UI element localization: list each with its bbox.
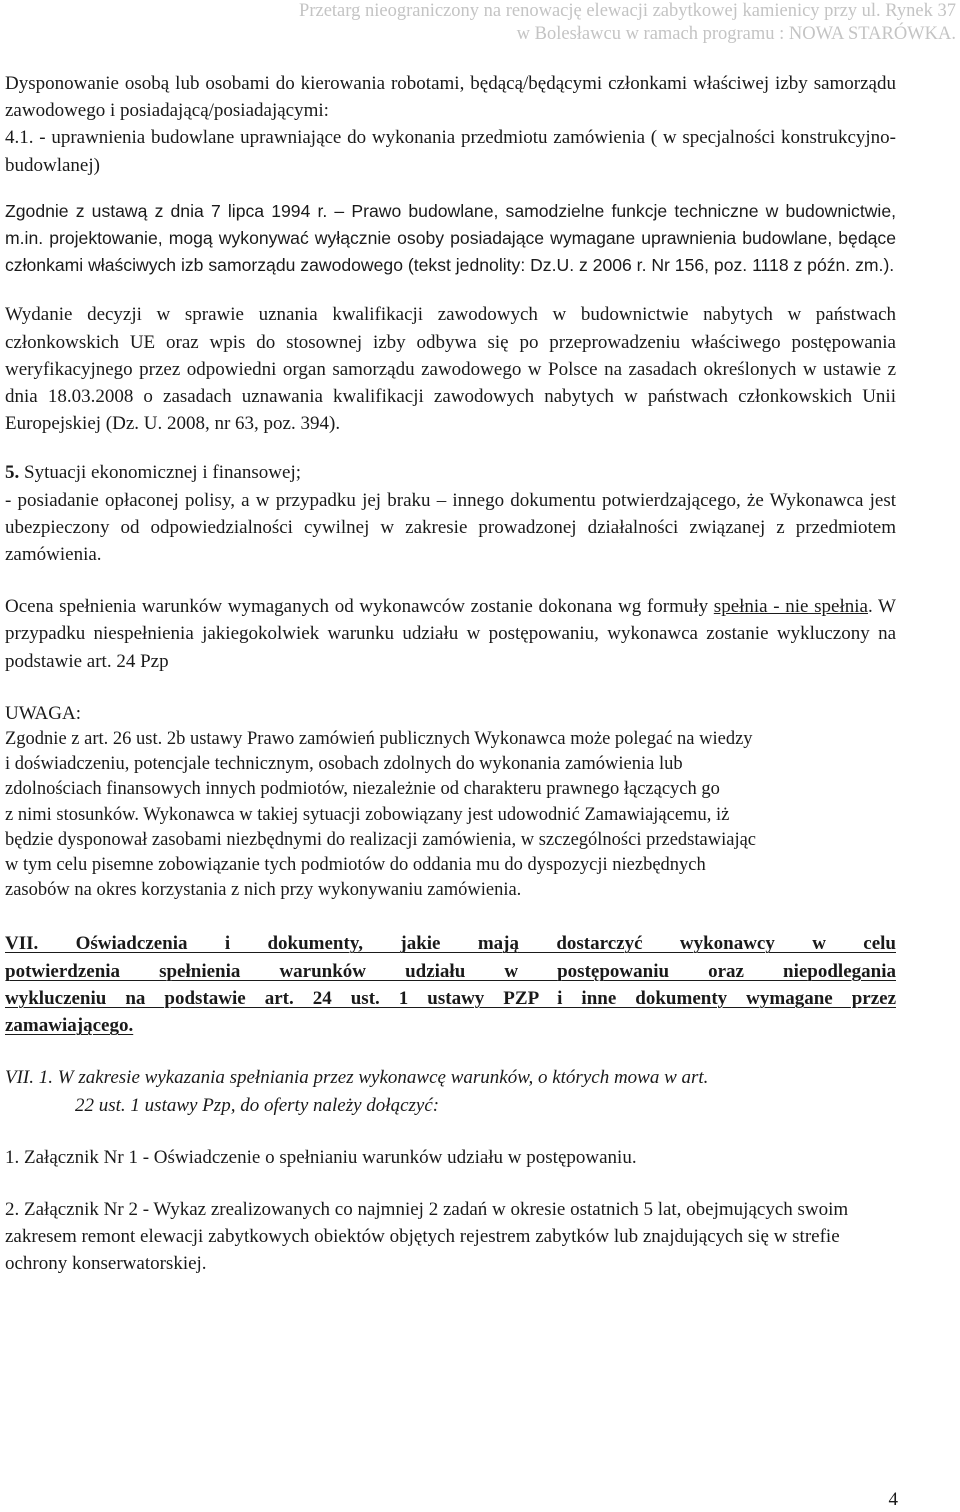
- attachment-1-item: 1. Załącznik Nr 1 - Oświadczenie o spełnianiu warunków udziału w postępowaniu.: [5, 1146, 637, 1168]
- section7-1-line-2: 22 ust. 1 ustawy Pzp, do oferty należy dołączyć:: [75, 1094, 440, 1116]
- attachment-2-item: 2. Załącznik Nr 2 - Wykaz zrealizowanych co najmniej 2 zadań w okresie ostatnich 5 lat, obejmujących swoim zakresem remont elewacji zabytkowych obiektów objętych rejestrem zabytków lub znajdujących się w strefie ochrony konserwatorskiej.: [5, 1198, 849, 1275]
- header-line-1: Przetarg nieograniczony na renowację elewacji zabytkowej kamienicy przy ul. Rynek 37: [299, 1, 956, 21]
- uwaga-line: i doświadczeniu, potencjale technicznym, osobach zdolnych do wykonania zamówienia lub: [5, 754, 683, 775]
- uwaga-line: z nimi stosunków. Wykonawca w takiej sytuacji zobowiązany jest udowodnić Zamawiającemu, iż: [5, 804, 730, 825]
- section5-heading: [5, 459, 896, 486]
- section7-1-line-1: VII. 1. W zakresie wykazania spełniania przez wykonawcę warunków, o których mowa w art.: [5, 1067, 709, 1089]
- building-law-note: Zgodnie z ustawą z dnia 7 lipca 1994 r. – Prawo budowlane, samodzielne funkcje techniczne w budownictwie, m.in. projektowanie, mogą wykonywać wyłącznie osoby posiadające wymagane uprawnienia budowlane, będące członkami właściwych izb samorządu zawodowego (tekst jednolity: Dz.U. z 2006 r. Nr 156, poz. 1118 z późn. zm.).: [5, 200, 896, 276]
- eu-qualifications-note: Wydanie decyzji w sprawie uznania kwalifikacji zawodowych w budownictwie nabytych w państwach członkowskich UE oraz wpis do stosownej izby odbywa się po przeprowadzeniu właściwego postępowania weryfikacyjnego przez odpowiedni organ samorządu zawodowego w Polsce na zasadach określonych w ustawie z dnia 18.03.2008 o zasadach uznawania kwalifikacji zawodowych nabytych w państwach członkowskich Unii Europejskiej (Dz. U. 2008, nr 63, poz. 394).: [5, 304, 896, 435]
- uwaga-line: zasobów na okres korzystania z nich przy wykonywaniu zamówienia.: [5, 880, 522, 901]
- assessment-text-before: Ocena spełnienia warunków wymaganych od wykonawców zostanie dokonana wg formuły: [5, 596, 714, 618]
- assessment-formula: spełnia - nie spełnia: [713, 596, 868, 618]
- section7-heading-line: VII. Oświadczenia i dokumenty, jakie mają dostarczyć wykonawcy w celu: [5, 933, 896, 955]
- uwaga-label: UWAGA:: [5, 702, 81, 724]
- uwaga-block: [5, 727, 896, 903]
- page-header: [299, 0, 956, 46]
- assessment-paragraph: [5, 593, 896, 675]
- page-number: 4: [888, 1489, 898, 1510]
- uwaga-line: Zgodnie z art. 26 ust. 2b ustawy Prawo zamówień publicznych Wykonawca może polegać na wiedzy: [5, 729, 753, 750]
- section7-heading-line: zamawiającego.: [5, 1015, 134, 1037]
- section7-heading-line: potwierdzenia spełnienia warunków udziału w postępowaniu oraz niepodlegania: [5, 960, 896, 982]
- section4-item-4-1: 4.1. - uprawnienia budowlane uprawniające do wykonania przedmiotu zamówienia ( w specjalności konstrukcyjno-budowlanej): [5, 127, 896, 176]
- section4-intro: Dysponowanie osobą lub osobami do kierowania robotami, będącą/będącymi członkami właściwej izby samorządu zawodowego i posiadającą/posiadającymi:: [5, 73, 896, 122]
- section7-1-heading: [5, 1064, 896, 1118]
- section5-number: 5.: [5, 462, 20, 484]
- header-line-2: w Bolesławcu w ramach programu : NOWA STARÓWKA.: [516, 24, 956, 44]
- uwaga-line: w tym celu pisemne zobowiązanie tych podmiotów do oddania mu do dyspozycji niezbędnych: [5, 855, 706, 876]
- uwaga-line: zdolnościach finansowych innych podmiotów, niezależnie od charakteru prawnego łączących go: [5, 779, 720, 800]
- section7-heading: [5, 930, 896, 1039]
- document-body: [5, 70, 896, 1278]
- section5-item: - posiadanie opłaconej polisy, a w przypadku jej braku – innego dokumentu potwierdzającego, że Wykonawca jest ubezpieczony od odpowiedzialności cywilnej w zakresie prowadzonej działalności związanej z przedmiotem zamówienia.: [5, 489, 896, 566]
- section5-title: Sytuacji ekonomicznej i finansowej;: [24, 462, 302, 484]
- uwaga-line: będzie dysponował zasobami niezbędnymi do realizacji zamówienia, w szczególności przedstawiając: [5, 829, 757, 850]
- assessment-text-after: . W przypadku niespełnienia jakiegokolwiek warunku udziału w postępowaniu, wykonawca zostanie wykluczony na podstawie art. 24 Pzp: [5, 596, 896, 672]
- section7-heading-line: wykluczeniu na podstawie art. 24 ust. 1 ustawy PZP i inne dokumenty wymagane przez: [5, 987, 896, 1009]
